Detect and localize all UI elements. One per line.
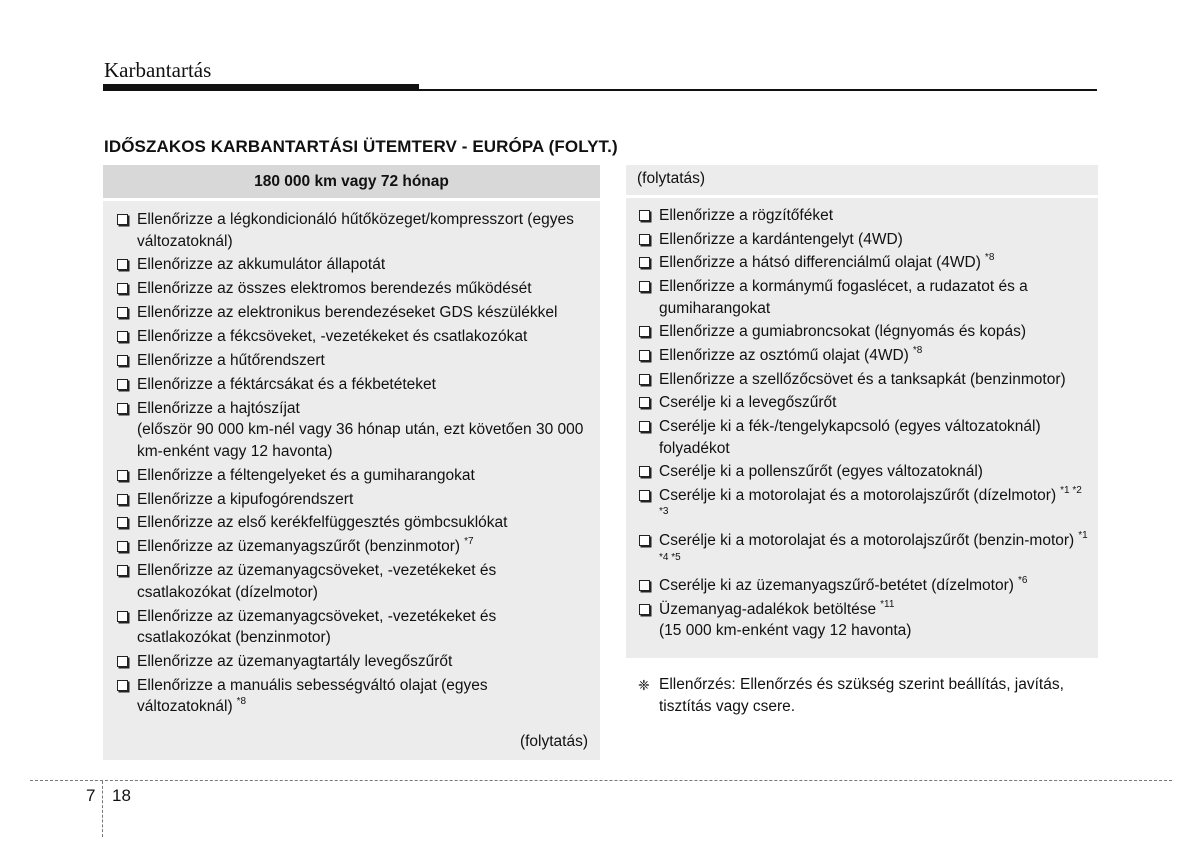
header-rule-thick bbox=[103, 84, 419, 91]
checklist-item-text: Ellenőrizze az üzemanyagcsöveket, -vezetékeket és csatlakozókat (benzinmotor) bbox=[137, 607, 497, 647]
checklist-item-text: Ellenőrizze az elektronikus berendezéseket GDS készülékkel bbox=[137, 304, 558, 322]
checkbox-icon bbox=[639, 580, 650, 591]
footnote-ref: *8 bbox=[912, 344, 923, 356]
checkbox-icon bbox=[117, 565, 128, 576]
continued-label: (folytatás) bbox=[519, 733, 588, 750]
checklist-item bbox=[116, 350, 590, 372]
footnote-ref: *1 *4 *5 bbox=[659, 530, 1088, 563]
checkbox-icon bbox=[117, 680, 128, 691]
checkbox-icon bbox=[117, 379, 128, 390]
checklist-item-text: Ellenőrizze a kardántengelyt (4WD) bbox=[659, 230, 903, 248]
footnote-ref: *11 bbox=[880, 598, 895, 610]
page-number: 18 bbox=[112, 786, 131, 805]
checkbox-icon bbox=[117, 331, 128, 342]
interval-header: 180 000 km vagy 72 hónap bbox=[103, 165, 600, 198]
checklist-item bbox=[638, 416, 1088, 459]
checkbox-icon bbox=[639, 397, 650, 408]
checklist-item bbox=[116, 278, 590, 300]
checklist-item-text: Cserélje ki a pollenszűrőt (egyes változatoknál) bbox=[659, 463, 983, 481]
chapter-title: Karbantartás bbox=[104, 58, 212, 82]
checklist-item-text: Ellenőrizze a légkondicionáló hűtőközeget/kompresszort (egyes változatoknál) bbox=[137, 211, 574, 250]
header-rule-thin bbox=[419, 89, 1097, 91]
checkbox-icon bbox=[117, 494, 128, 505]
checkbox-icon bbox=[117, 259, 128, 270]
checkbox-icon bbox=[117, 214, 128, 225]
continued-label: (folytatás) bbox=[626, 165, 1098, 195]
checkbox-icon bbox=[117, 307, 128, 318]
footnote-ref: *1 *2 *3 bbox=[659, 484, 1082, 518]
checklist-item-text: Ellenőrizze az összes elektromos berendezés működését bbox=[137, 280, 532, 298]
checklist-item-subnote: (először 90 000 km-nél vagy 36 hónap után, ezt követően 30 000 km-enként vagy 12 havonta) bbox=[137, 421, 584, 460]
checklist-item bbox=[638, 461, 1088, 483]
footnote bbox=[638, 674, 1099, 718]
checkbox-icon bbox=[639, 326, 650, 337]
checklist-item-text: Cserélje ki a fék-/tengelykapcsoló (egyes változatoknál) folyadékot bbox=[659, 418, 1041, 457]
checklist-item-text: Ellenőrizze az üzemanyagtartály levegőszűrőt bbox=[137, 652, 453, 670]
footer-dashed-divider bbox=[102, 781, 103, 837]
section-number: 7 bbox=[86, 786, 96, 805]
checkbox-icon bbox=[639, 210, 650, 221]
checklist-item bbox=[638, 599, 1088, 642]
checklist-item bbox=[638, 392, 1088, 414]
checkbox-icon bbox=[117, 541, 128, 552]
right-column bbox=[626, 165, 1098, 658]
checklist-item-text: Ellenőrizze a szellőzőcsövet és a tanksapkát (benzinmotor) bbox=[659, 370, 1066, 388]
checklist-item-text: Cserélje ki a motorolajat és a motorolajszűrőt (benzin-motor) bbox=[659, 532, 1075, 550]
checkbox-icon bbox=[117, 611, 128, 622]
checklist-item-text: Ellenőrizze a féktárcsákat és a fékbetéteket bbox=[137, 375, 436, 393]
checklist-item bbox=[638, 345, 1088, 367]
checklist-item bbox=[638, 575, 1088, 597]
checkbox-icon bbox=[117, 656, 128, 667]
checklist-item bbox=[116, 326, 590, 348]
checklist-item-text: Ellenőrizze a gumiabroncsokat (légnyomás és kopás) bbox=[659, 323, 1027, 341]
left-checklist bbox=[116, 209, 590, 718]
footnote-ref: *6 bbox=[1017, 575, 1028, 587]
checklist-item bbox=[116, 209, 590, 252]
checklist-item bbox=[638, 205, 1088, 227]
checklist-item bbox=[116, 675, 590, 718]
checkbox-icon bbox=[639, 421, 650, 432]
checklist-item bbox=[638, 321, 1088, 343]
checklist-item bbox=[638, 276, 1088, 319]
checklist-item bbox=[116, 465, 590, 487]
checklist-item-text: Ellenőrizze az osztómű olajat (4WD) bbox=[659, 346, 909, 364]
checklist-item-text: Ellenőrizze a kormánymű fogaslécet, a rudazatot és a gumiharangokat bbox=[659, 278, 1028, 317]
checklist-item bbox=[116, 489, 590, 511]
note-symbol-icon: ❈ bbox=[638, 677, 650, 693]
checklist-item bbox=[638, 530, 1088, 573]
checklist-item bbox=[116, 512, 590, 534]
checklist-item-text: Cserélje ki a motorolajat és a motorolajszűrőt (dízelmotor) bbox=[659, 486, 1057, 504]
checklist-item bbox=[116, 651, 590, 673]
checklist-item bbox=[116, 374, 590, 396]
checkbox-icon bbox=[639, 535, 650, 546]
checklist-item-text: Cserélje ki a levegőszűrőt bbox=[659, 394, 837, 412]
checkbox-icon bbox=[639, 350, 650, 361]
checklist-item bbox=[116, 536, 590, 558]
checkbox-icon bbox=[639, 234, 650, 245]
checkbox-icon bbox=[117, 355, 128, 366]
footnote-ref: *8 bbox=[236, 696, 247, 708]
checkbox-icon bbox=[639, 281, 650, 292]
checklist-item-text: Ellenőrizze a hajtószíjat bbox=[137, 399, 300, 417]
checklist-item bbox=[116, 254, 590, 276]
checklist-item bbox=[638, 252, 1088, 274]
checklist-item bbox=[116, 606, 590, 649]
checklist-item-text: Ellenőrizze a féltengelyeket és a gumiharangokat bbox=[137, 466, 475, 484]
checklist-item-text: Cserélje ki az üzemanyagszűrő-betétet (dízelmotor) bbox=[659, 577, 1014, 595]
checklist-item-text: Ellenőrizze a fékcsöveket, -vezetékeket és csatlakozókat bbox=[137, 328, 528, 346]
footnote-ref: *8 bbox=[984, 252, 995, 264]
checkbox-icon bbox=[117, 517, 128, 528]
left-column bbox=[103, 165, 600, 760]
checklist-item bbox=[638, 229, 1088, 251]
checklist-item-text: Üzemanyag-adalékok betöltése bbox=[659, 600, 877, 618]
checklist-item-text: Ellenőrizze az akkumulátor állapotát bbox=[137, 256, 386, 274]
footer-dashed-rule bbox=[30, 780, 1172, 781]
checkbox-icon bbox=[117, 470, 128, 481]
checklist-item-text: Ellenőrizze a rögzítőféket bbox=[659, 207, 834, 224]
footnote-text: Ellenőrzés: Ellenőrzés és szükség szerint beállítás, javítás, tisztítás vagy csere. bbox=[659, 676, 1064, 715]
checklist-item-subnote: (15 000 km-enként vagy 12 havonta) bbox=[659, 622, 912, 640]
checklist-item-text: Ellenőrizze a manuális sebességváltó olajat (egyes változatoknál) bbox=[137, 676, 488, 716]
right-checklist-panel bbox=[626, 198, 1098, 658]
checkbox-icon bbox=[639, 490, 650, 501]
checklist-item bbox=[116, 302, 590, 324]
checklist-item-text: Ellenőrizze a hűtőrendszert bbox=[137, 351, 325, 369]
section-heading: IDŐSZAKOS KARBANTARTÁSI ÜTEMTERV - EURÓPA (FOLYT.) bbox=[104, 137, 618, 156]
checklist-item-text: Ellenőrizze a kipufogórendszert bbox=[137, 490, 354, 508]
checklist-item-text: Ellenőrizze az üzemanyagcsöveket, -vezetékeket és csatlakozókat (dízelmotor) bbox=[137, 562, 497, 601]
checkbox-icon bbox=[117, 403, 128, 414]
checklist-item bbox=[638, 369, 1088, 391]
checkbox-icon bbox=[639, 604, 650, 615]
checklist-item bbox=[638, 485, 1088, 528]
checkbox-icon bbox=[639, 466, 650, 477]
footnote-ref: *7 bbox=[464, 536, 474, 548]
left-checklist-panel bbox=[103, 201, 600, 760]
checkbox-icon bbox=[117, 283, 128, 294]
right-checklist bbox=[638, 205, 1088, 642]
checkbox-icon bbox=[639, 257, 650, 268]
checkbox-icon bbox=[639, 374, 650, 385]
checklist-item bbox=[116, 560, 590, 603]
checklist-item-text: Ellenőrizze az üzemanyagszűrőt (benzinmotor) bbox=[137, 538, 461, 556]
checklist-item-text: Ellenőrizze a hátsó differenciálmű olajat (4WD) bbox=[659, 254, 981, 272]
checklist-item-text: Ellenőrizze az első kerékfelfüggesztés gömbcsuklókat bbox=[137, 514, 508, 532]
checklist-item bbox=[116, 398, 590, 463]
